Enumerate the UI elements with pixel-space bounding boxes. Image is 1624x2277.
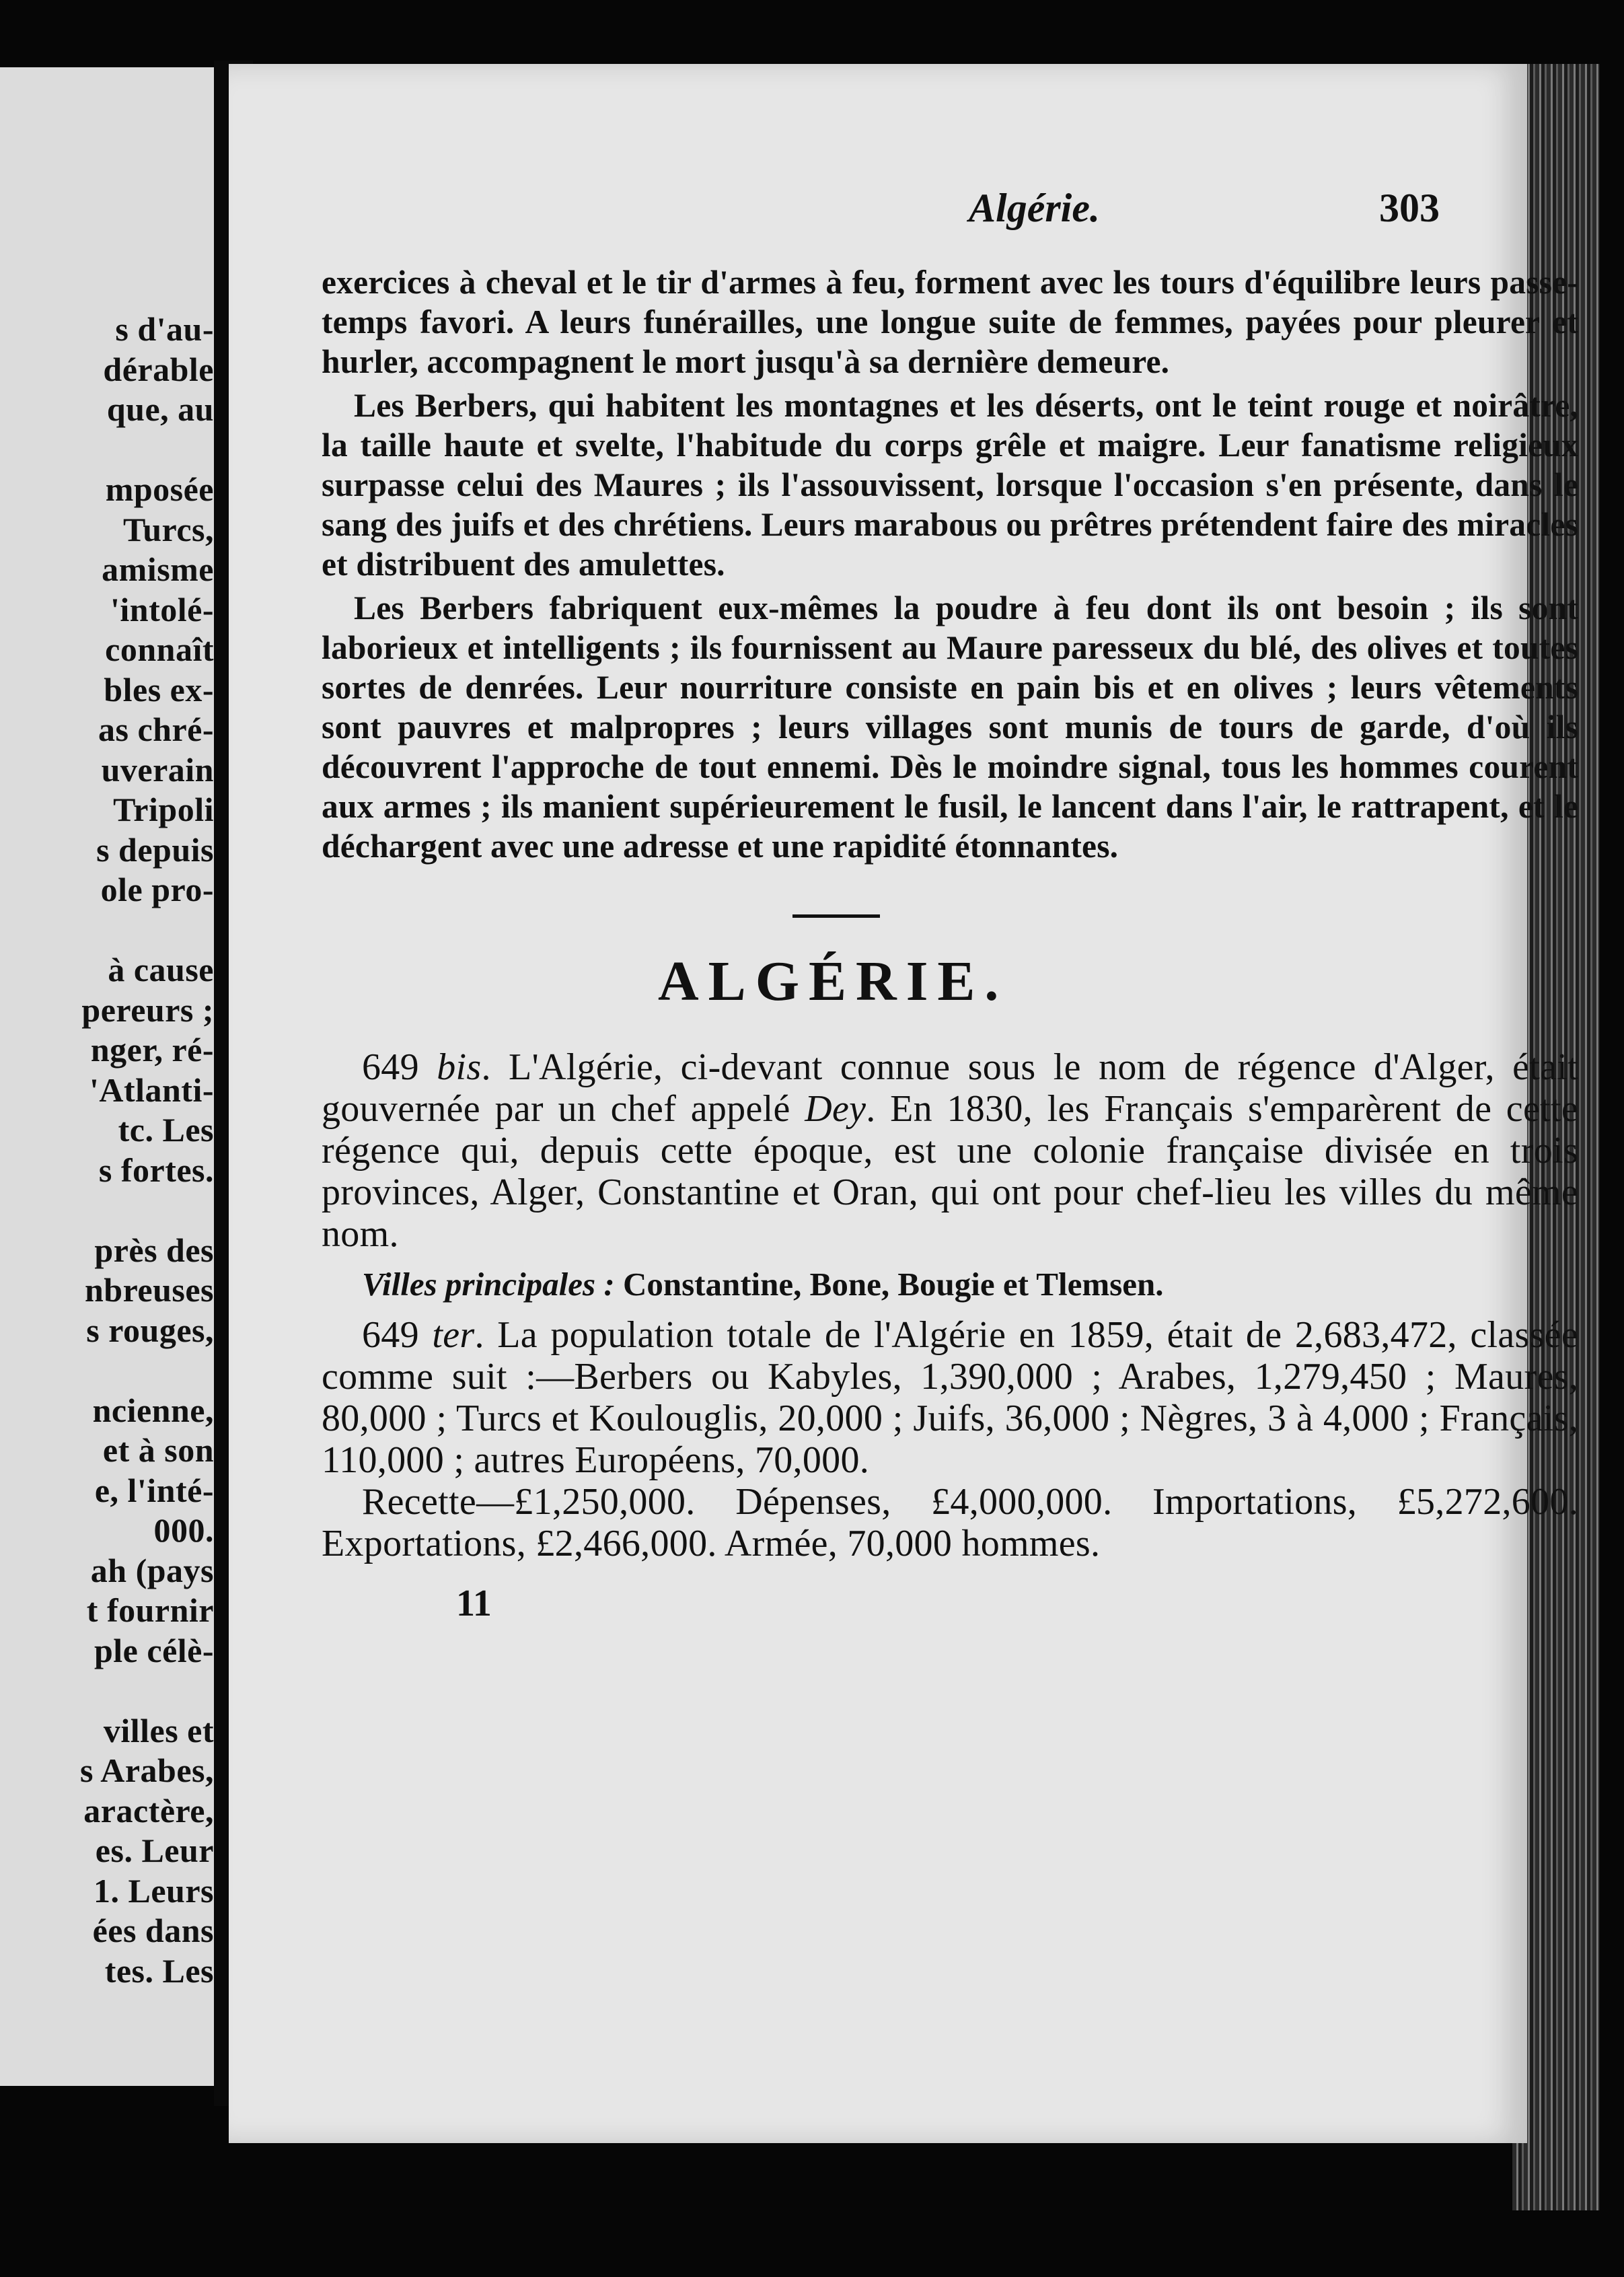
facing-page-line: connaît	[105, 630, 214, 668]
article-suffix: ter	[432, 1314, 475, 1356]
facing-page-line: Tripoli	[113, 791, 214, 828]
article-text: . L'Algérie, ci-devant connue sous le nom de régence d'Alger, était gouvernée par un chef appelé	[322, 1046, 1578, 1130]
article-649-ter	[322, 1314, 1578, 1481]
facing-page-line: nbreuses	[84, 1271, 214, 1309]
facing-page-line: amisme	[102, 550, 214, 588]
section-divider	[792, 914, 880, 918]
facing-page-line: s Arabes,	[80, 1751, 214, 1789]
facing-page-left	[0, 67, 214, 2086]
book-page	[229, 64, 1578, 2143]
facing-page-line: t fournir	[86, 1591, 214, 1629]
cities-label: Villes principales :	[362, 1266, 615, 1303]
paragraph: Les Berbers fabriquent eux-mêmes la poudre à feu dont ils ont besoin ; ils sont laborieux et intelligents ; ils fournissent au Maure paresseux du blé, des olives et toutes sortes de denrées. Leur nourriture consiste en pain bis et en olives ; leurs vêtements sont pauvres et malpropres ; leurs villages sont munis de tours de garde, d'où ils découvrent l'approche de tout ennemi. Dès le moindre signal, tous les hommes courent aux armes ; ils manient supérieurement le fusil, le lancent dans l'air, le rattrapent, et le déchargent avec une adresse et une rapidité étonnantes.	[322, 589, 1578, 865]
facing-page-line: tc. Les	[118, 1111, 214, 1149]
facing-page-line: s rouges,	[86, 1311, 214, 1349]
facing-page-line: e, l'inté-	[94, 1471, 214, 1509]
facing-page-line: tes. Les	[104, 1951, 214, 1990]
facing-page-line: mposée	[105, 470, 214, 508]
section-title: ALGÉRIE.	[658, 950, 1008, 1013]
facing-page-line: Turcs,	[122, 510, 214, 548]
page-header	[316, 185, 1460, 246]
article-text: . La population totale de l'Algérie en 1859, était de 2,683,472, classée comme suit :—Berbers ou Kabyles, 1,390,000 ; Arabes, 1,279,450 ; Maures, 80,000 ; Turcs et Koulouglis, 20,000 ; Juifs, 36,000 ; Nègres, 3 à 4,000 ; Français, 110,000 ; autres Européens, 70,000.	[322, 1314, 1578, 1481]
article-number: 649	[362, 1314, 419, 1356]
principal-cities	[322, 1264, 1578, 1305]
facing-page-line: que, au	[106, 390, 214, 428]
running-title: Algérie.	[969, 186, 1100, 230]
facing-page-line: 000.	[153, 1511, 214, 1549]
article-text: . En 1830, les Français s'emparèrent de cette régence qui, depuis cette époque, est une colonie française divisée en trois provinces, Alger, Constantine et Oran, qui ont pour chef-lieu les villes du même nom.	[322, 1088, 1578, 1255]
facing-page-line: as chré-	[98, 711, 214, 748]
facing-page-line: bles ex-	[104, 670, 214, 709]
page-body	[322, 262, 1578, 1625]
facing-page-line: es. Leur	[95, 1832, 214, 1869]
facing-page-line: à cause	[108, 951, 214, 988]
facing-page-line: 'intolé-	[110, 590, 214, 628]
paragraph: exercices à cheval et le tir d'armes à feu, forment avec les tours d'équilibre leurs passe-temps favori. A leurs funérailles, une longue suite de femmes, payées pour pleurer et hurler, accompagnent le mort jusqu'à sa dernière demeure.	[322, 264, 1578, 380]
facing-page-line: s d'au-	[115, 310, 214, 348]
page-number: 303	[1379, 186, 1440, 230]
cities-list: Constantine, Bone, Bougie et Tlemsen.	[614, 1266, 1164, 1303]
facing-page-line: ple célè-	[94, 1631, 214, 1669]
article-number: 649	[362, 1046, 419, 1088]
facing-page-line: nger, ré-	[90, 1031, 214, 1069]
facing-page-line: 'Atlanti-	[89, 1071, 214, 1109]
facing-page-line: s fortes.	[98, 1151, 214, 1189]
facing-page-line: dérable	[103, 350, 214, 388]
paragraph: Les Berbers, qui habitent les montagnes et les déserts, ont le teint rouge et noirâtre, la taille haute et svelte, l'habitude du corps grêle et maigre. Leur fanatisme religieux surpasse celui des Maures ; ils l'assouvissent, lorsque l'occasion s'en présente, dans le sang des juifs et des chrétiens. Leurs marabous ou prêtres prétendent faire des miracles et distribuent des amulettes.	[322, 387, 1578, 583]
facing-page-line: ées dans	[92, 1912, 214, 1949]
facing-page-line: ah (pays	[90, 1551, 214, 1589]
facing-page-line: villes et	[103, 1711, 214, 1749]
facing-page-line: 1. Leurs	[94, 1871, 214, 1910]
term-dey: Dey	[805, 1088, 866, 1130]
article-suffix: bis	[437, 1046, 482, 1088]
facing-page-line: pereurs ;	[81, 990, 214, 1029]
finance-paragraph: Recette—£1,250,000. Dépenses, £4,000,000. Importations, £5,272,600. Exportations, £2,466,000. Armée, 70,000 hommes.	[322, 1481, 1578, 1564]
signature-mark: 11	[456, 1583, 492, 1624]
facing-page-line: près des	[94, 1231, 214, 1269]
facing-page-line: uverain	[101, 750, 214, 789]
facing-page-line: ncienne,	[92, 1391, 214, 1429]
article-649-bis	[322, 1046, 1578, 1255]
facing-page-line: ole pro-	[100, 871, 214, 908]
facing-page-line: s depuis	[96, 830, 214, 869]
facing-page-line: et à son	[102, 1431, 214, 1469]
facing-page-line: aractère,	[83, 1791, 214, 1830]
